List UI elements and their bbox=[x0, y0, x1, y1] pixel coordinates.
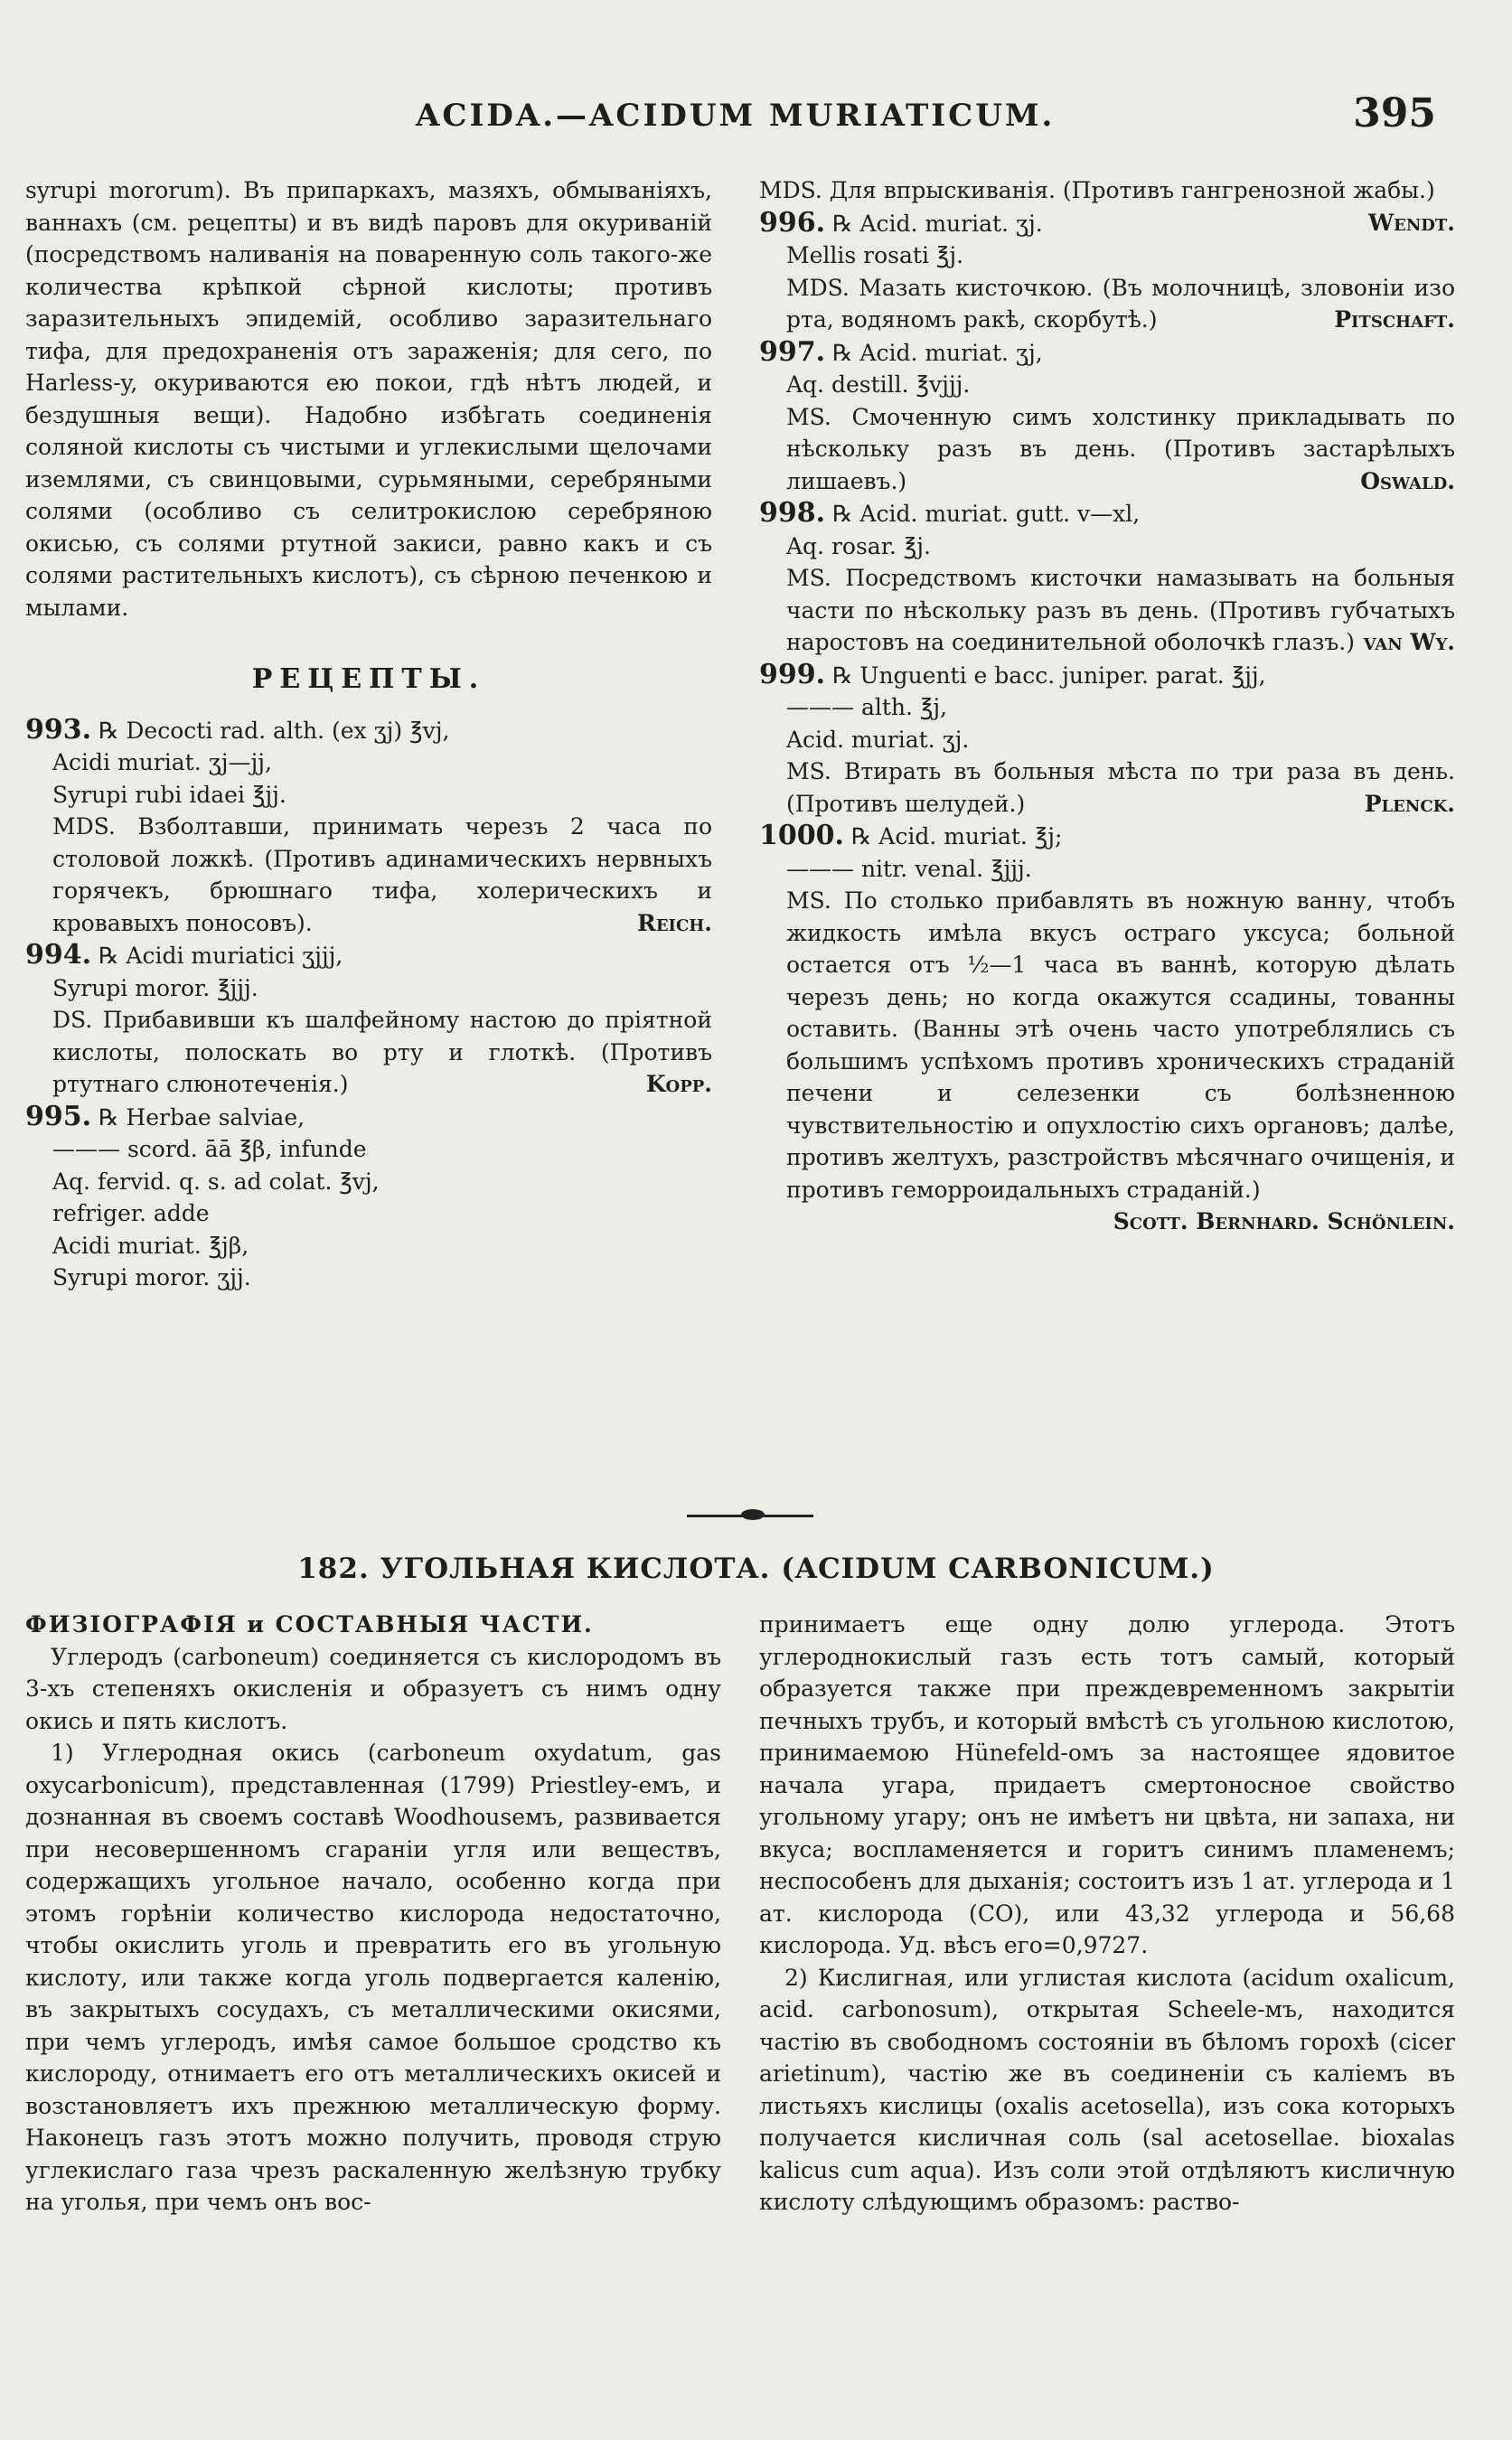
recipe-line-text: MDS. Мазать кисточкою. (Въ молочницѣ, зловоніи изо рта, водяномъ ракѣ, скорбутѣ.) bbox=[786, 274, 1455, 333]
recipe-line bbox=[759, 853, 1455, 886]
recipe-line bbox=[25, 972, 712, 1005]
recipe-number: 995. bbox=[25, 1100, 92, 1132]
recipe-line-text: Acid. muriat. ʒj. bbox=[786, 726, 970, 753]
recipe-author: van Wy. bbox=[1363, 629, 1455, 655]
recipe-line-text: ——— nitr. venal. ℥jjj. bbox=[786, 855, 1032, 882]
recipe-line bbox=[25, 714, 712, 747]
recipe bbox=[25, 1101, 712, 1294]
recipe-line bbox=[25, 1197, 712, 1230]
recipe-line bbox=[25, 1262, 712, 1294]
recipe-line-text: Acidi muriat. ʒj—jj, bbox=[52, 749, 272, 775]
recipe-line bbox=[25, 1133, 712, 1166]
recipe bbox=[25, 939, 712, 1101]
recipe-line bbox=[759, 659, 1455, 692]
recipe-line bbox=[25, 811, 712, 939]
recipe-author: Scott. Bernhard. Schönlein. bbox=[1113, 1208, 1455, 1234]
recipe-number: 998. bbox=[759, 497, 826, 529]
recipe-line bbox=[25, 1101, 712, 1134]
recipe bbox=[759, 497, 1455, 659]
left-column-top bbox=[25, 174, 712, 1294]
recipe-line-text: Syrupi moror. ℥jjj. bbox=[52, 974, 258, 1001]
recipe-line-text: ℞ Acid. muriat. ʒj, bbox=[832, 339, 1043, 366]
recipe-number: 993. bbox=[25, 713, 92, 746]
recipe-line-text: ℞ Decocti rad. alth. (ex ʒj) ℥vj, bbox=[99, 717, 450, 744]
recipe bbox=[759, 659, 1455, 821]
recipe-line-text: ——— alth. ℥j, bbox=[786, 694, 948, 720]
recipe-author: Kopp. bbox=[645, 1071, 712, 1097]
recipe-line-text: Syrupi moror. ʒjj. bbox=[52, 1264, 251, 1290]
recipe-line bbox=[759, 691, 1455, 724]
recipe-line bbox=[25, 1166, 712, 1198]
recipe-line bbox=[759, 562, 1455, 659]
recipe-line bbox=[759, 239, 1455, 272]
recipes-list-left bbox=[25, 714, 712, 1294]
continuation-paragraph: принимаетъ еще одну долю углерода. Этотъ углероднокислый газъ есть тотъ самый, который образуется также при преждевременномъ закрытіи печныхъ трубъ, и который вмѣстѣ съ угольною кислотою, принимаемою Hünefeld-омъ за настоящее ядовитое начала угара, придаетъ смертоносное свойство угольному угару; онъ не имѣетъ ни цвѣта, ни запаха, ни вкуса; воспламеняется и горитъ синимъ пламенемъ; неспособенъ для дыханія; состоитъ изъ 1 ат. углерода и 1 ат. кислорода (CO), или 43,32 углерода и 56,68 кислорода. Уд. вѣсъ его=0,9727. bbox=[759, 1611, 1455, 1958]
recipe-line-text: ℞ Acid. muriat. gutt. v—xl, bbox=[832, 501, 1141, 527]
left-column-bottom bbox=[25, 1609, 721, 2219]
divider-ornament bbox=[741, 1509, 765, 1520]
recipe-line bbox=[25, 1004, 712, 1101]
recipe-line-text: Aq. rosar. ℥j. bbox=[786, 532, 931, 559]
recipe bbox=[759, 820, 1455, 1234]
usage-paragraph: syrupi mororum). Въ припаркахъ, мазяхъ, обмываніяхъ, ваннахъ (см. рецепты) и въ видѣ паровъ для окуриваній (посредствомъ наливанія на поваренную соль такого-же количества крѣпкой сѣрной кислоты; противъ заразительныхъ эпидемій, особливо заразительнаго тифа, для предохраненія отъ зараженія; для сего, по Harless-y, окуриваются ею покои, гдѣ нѣтъ людей, и бездушныя вещи). Надобно избѣгать соединенія соляной кислоты съ чистыми и углекислыми щелочами иземлями, съ свинцовыми, сурьмяными, серебряными солями (особливо съ селитрокислою серебряною окисью, съ солями ртутной закиси, равно какъ и съ солями растительныхъ кислотъ), съ сѣрною печенкою и мылами. bbox=[25, 177, 712, 621]
recipe-line-text: ℞ Acid. muriat. ʒj. bbox=[832, 210, 1043, 237]
recipe-line bbox=[759, 401, 1455, 498]
recipe-line bbox=[759, 369, 1455, 401]
recipe-line-text: MS. По столько прибавлять въ ножную ванну, чтобъ жидкость имѣла вкусъ остраго уксуса; больной остается отъ ½—1 часа въ ваннѣ, которую дѣлать черезъ день; но когда окажутся ссадины, тованны оставить. (Ванны этѣ очень часто употреблялись съ большимъ успѣхомъ противъ хроническихъ страданій печени и селезенки съ болѣзненною чувствительностію и опухлостію сихъ органовъ; далѣе, противъ желтухъ, разстройствъ мѣсячнаго очищенія, и противъ геморроидальныхъ страданій.) bbox=[786, 887, 1455, 1203]
recipe bbox=[759, 207, 1455, 336]
recipe-line bbox=[25, 746, 712, 779]
recipe-line bbox=[759, 885, 1455, 1234]
recipe bbox=[759, 336, 1455, 498]
right-column-bottom bbox=[759, 1609, 1455, 2219]
recipe-line bbox=[759, 530, 1455, 563]
recipe-line-text: ℞ Acidi muriatici ʒjjj, bbox=[99, 943, 343, 969]
recipe-line bbox=[759, 820, 1455, 853]
recipe-author: Wendt. bbox=[1368, 209, 1455, 236]
recipe-author: Pitschaft. bbox=[1334, 306, 1455, 333]
oxalic-acid-paragraph: 2) Кислигная, или углистая кислота (acidum oxalicum, acid. carbonosum), открытая Scheele-мъ, находится частію въ свободномъ состояніи въ бѣломъ горохѣ (cicer arietinum), частію же въ соединеніи съ каліемъ въ листьяхъ кислицы (oxalis acetosella), изъ сока которыхъ получается кисличная соль (sal acetosellae. bioxalas kalicus cum aqua). Изъ соли этой отдѣляютъ кисличную кислоту слѣдующимъ образомъ: раство- bbox=[759, 1964, 1455, 2215]
recipe-line bbox=[759, 272, 1455, 336]
recipe-author: Reich. bbox=[637, 909, 712, 936]
section-intro-paragraph: Углеродъ (carboneum) соединяется съ кислородомъ въ 3-хъ степеняхъ окисленія и образуетъ съ нимъ одну окись и пять кислотъ. bbox=[25, 1643, 721, 1734]
recipe-line-text: MDS. Для впрыскиванія. (Противъ гангренозной жабы.) bbox=[759, 177, 1435, 203]
recipe-line-text: Acidi muriat. ℥jβ, bbox=[52, 1232, 249, 1259]
carbon-oxide-paragraph: 1) Углеродная окись (carboneum oxydatum, gas oxycarbonicum), представленная (1799) Priestley-емъ, и дознанная въ своемъ составѣ Woodhouseмъ, развивается при несовершенномъ сгараніи угля или веществъ, содержащихъ угольное начало, особенно когда при этомъ горѣніи количество кислорода недостаточно, чтобы окислить уголь и превратить его въ угольную кислоту, или также когда уголь подвергается каленію, въ закрытыхъ сосудахъ, съ металлическими окисями, при чемъ углеродъ, имѣя самое большое сродство къ кислороду, отнимаетъ его отъ металлическихъ окисей и возстановляетъ ихъ прежнюю металлическую форму. Наконецъ газъ этотъ можно получить, проводя струю углекислаго газа чрезъ раскаленную желѣзную трубку на уголья, при чемъ онъ вос- bbox=[25, 1740, 721, 2215]
running-title: ACIDA.—ACIDUM MURIATICUM. bbox=[416, 98, 1056, 134]
recipe-line-text: Syrupi rubi idaei ℥jj. bbox=[52, 781, 286, 808]
recipe-line-text: Mellis rosati ℥j. bbox=[786, 242, 964, 268]
recipes-list-right bbox=[759, 174, 1455, 1234]
recipe-line bbox=[759, 497, 1455, 530]
recipe-number: 996. bbox=[759, 206, 826, 239]
recipe-line bbox=[759, 336, 1455, 370]
recipe-line bbox=[759, 207, 1455, 240]
page-header bbox=[0, 90, 1512, 145]
recipe-number: 994. bbox=[25, 939, 92, 971]
recipe-number: 999. bbox=[759, 658, 826, 690]
recipe-line-text: MS. Втирать въ больныя мѣста по три раза въ день. (Противъ шелудей.) bbox=[786, 758, 1455, 817]
recipe-line-text: MDS. Взболтавши, принимать черезъ 2 часа по столовой ложкѣ. (Противъ адинамическихъ нервныхъ горячекъ, брюшнаго тифа, холерическихъ и кровавыхъ поносовъ). bbox=[52, 813, 712, 936]
recipe-line-text: Aq. destill. ℥vjjj. bbox=[786, 371, 971, 398]
recipe-line bbox=[759, 724, 1455, 756]
recipe-line-text: ℞ Acid. muriat. ℥j; bbox=[850, 823, 1063, 849]
recipe-line bbox=[25, 779, 712, 812]
recipe-line-text: MS. Смоченную симъ холстинку прикладывать по нѣскольку разъ въ день. (Противъ застарѣлыхъ лишаевъ.) bbox=[786, 403, 1455, 494]
recipe-line bbox=[25, 1230, 712, 1262]
recipe-author: Plenck. bbox=[1364, 790, 1455, 817]
section-title: 182. УГОЛЬНАЯ КИСЛОТА. (ACIDUM CARBONICUM.) bbox=[297, 1553, 1215, 1585]
right-column-top bbox=[759, 174, 1455, 1238]
recipes-heading: РЕЦЕПТЫ. bbox=[251, 663, 486, 695]
recipe-line-text: ——— scord. āā ℥β, infunde bbox=[52, 1136, 367, 1162]
recipe-line-text: ℞ Herbae salviae, bbox=[99, 1103, 305, 1131]
recipe bbox=[25, 714, 712, 940]
recipe-line bbox=[759, 755, 1455, 820]
recipe-number: 997. bbox=[759, 335, 826, 368]
recipe-line-text: Aq. fervid. q. s. ad colat. ℥vj, bbox=[52, 1168, 380, 1195]
recipe-line bbox=[25, 939, 712, 972]
recipe-author: Oswald. bbox=[1360, 467, 1455, 494]
recipe-line-text: ℞ Unguenti e bacc. juniper. parat. ℥jj, bbox=[832, 662, 1266, 689]
recipe-number: 1000. bbox=[759, 820, 844, 851]
page-number: 395 bbox=[1353, 90, 1436, 136]
recipe-line-text: DS. Прибавивши къ шалфейному настою до пріятной кислоты, полоскать во рту и глоткѣ. (Противъ ртутнаго слюнотеченія.) bbox=[52, 1007, 712, 1097]
section-subheading: ФИЗІОГРАФІЯ и СОСТАВНЫЯ ЧАСТИ. bbox=[25, 1611, 594, 1638]
recipe-line-text: refriger. adde bbox=[52, 1200, 210, 1226]
recipe-line-text: MS. Посредствомъ кисточки намазывать на больныя части по нѣскольку разъ въ день. (Противъ губчатыхъ наростовъ на соединительной оболочкѣ глазъ.) bbox=[786, 565, 1455, 655]
